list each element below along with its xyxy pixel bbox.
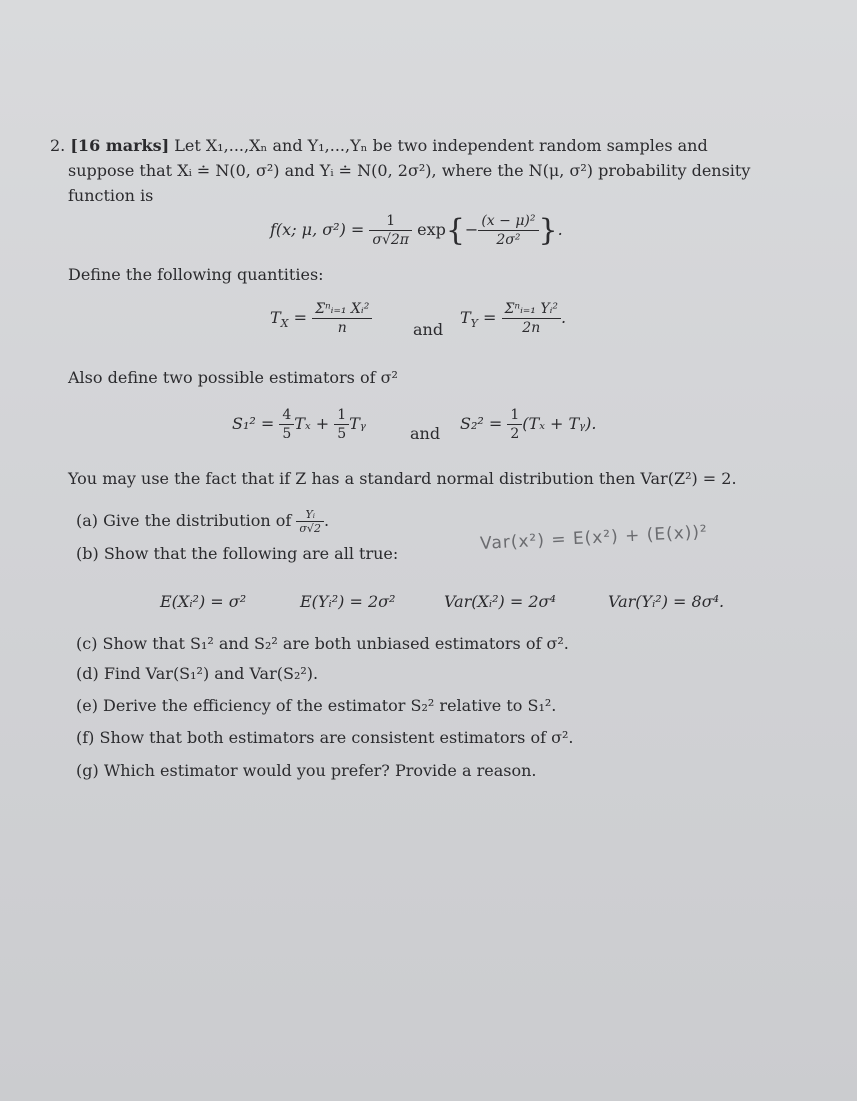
intro-text-3: function is bbox=[68, 186, 154, 205]
s1-frac2-den: 5 bbox=[337, 426, 347, 442]
ty-sub: Y bbox=[470, 317, 478, 331]
part-a-num: Yᵢ bbox=[296, 508, 324, 522]
s2-frac-num: 1 bbox=[507, 406, 522, 425]
s1-frac1-num: 4 bbox=[279, 406, 294, 425]
identity-2: E(Yᵢ²) = 2σ² bbox=[300, 592, 396, 611]
identity-4: Var(Yᵢ²) = 8σ⁴. bbox=[608, 592, 725, 611]
pdf-den: σ√2π bbox=[372, 232, 409, 248]
pdf-inner-num: (x − μ)² bbox=[478, 212, 538, 231]
part-f: (f) Show that both estimators are consistent estimators of σ². bbox=[76, 728, 574, 747]
s2-tail: (Tₓ + Tᵧ). bbox=[522, 414, 597, 433]
s2-frac bbox=[507, 406, 522, 443]
ty-den: 2n bbox=[522, 320, 541, 336]
identity-1: E(Xᵢ²) = σ² bbox=[160, 592, 247, 611]
ty-num: Σⁿᵢ₌₁ Yᵢ² bbox=[502, 300, 562, 319]
s1-frac2-num: 1 bbox=[334, 406, 349, 425]
define-estimators: Also define two possible estimators of σ² bbox=[68, 368, 398, 387]
pdf-inner-fraction bbox=[478, 212, 538, 249]
intro-text-1: Let X₁,...,Xₙ and Y₁,...,Yₙ be two independent random samples and bbox=[174, 136, 708, 155]
pdf-formula: f(x; μ, σ²) = $\frac{1}{\sigma√2\pi}$ exp{− $\frac{\text{(x − μ)²}}{\text{2σ²}}$ }. bbox=[270, 213, 563, 248]
ty-fraction bbox=[502, 300, 562, 337]
identity-3: Var(Xᵢ²) = 2σ⁴ bbox=[444, 592, 556, 611]
tx-lhs: T bbox=[270, 308, 281, 327]
tx-num: Σⁿᵢ₌₁ Xᵢ² bbox=[312, 300, 372, 319]
s1-frac1 bbox=[279, 406, 294, 443]
define-quantities: Define the following quantities: bbox=[68, 265, 324, 284]
s2-lhs: S₂² = bbox=[460, 414, 503, 433]
s1-tail: Tᵧ bbox=[349, 414, 366, 433]
s1-frac2 bbox=[334, 406, 349, 443]
part-e: (e) Derive the efficiency of the estimator S₂² relative to S₁². bbox=[76, 696, 557, 715]
and-word-2: and bbox=[410, 424, 441, 443]
tx-fraction bbox=[312, 300, 372, 337]
s1-formula bbox=[232, 406, 366, 443]
s2-frac-den: 2 bbox=[510, 426, 520, 442]
part-a: (a) Give the distribution of $\frac{\text{Yᵢ}}{\sigma√2}$ . bbox=[76, 508, 330, 535]
fact-line: You may use the fact that if Z has a standard normal distribution then Var(Z²) = 2. bbox=[68, 469, 737, 488]
pdf-exp: exp bbox=[417, 220, 446, 239]
handwritten-note: Var(x²) = E(x²) + (E(x))² bbox=[479, 522, 709, 554]
pdf-lhs: f(x; μ, σ²) = bbox=[270, 220, 365, 239]
question-intro-line-1 bbox=[50, 136, 708, 156]
tx-formula: $T_X$ = $\frac{\text{Σⁿᵢ₌₁ Xᵢ²}}{n}$ bbox=[270, 300, 372, 337]
ty-formula: $T_Y$ = $\frac{\text{Σⁿᵢ₌₁ Yᵢ²}}{2n}$ . bbox=[460, 301, 567, 336]
s2-formula bbox=[460, 406, 597, 443]
s1-lhs: S₁² = bbox=[232, 414, 275, 433]
part-c: (c) Show that S₁² and S₂² are both unbiased estimators of σ². bbox=[76, 634, 569, 653]
pdf-inner-den: 2σ² bbox=[496, 232, 521, 248]
ty-lhs: T bbox=[460, 308, 471, 327]
part-a-den: σ√2 bbox=[299, 522, 321, 535]
pdf-fraction bbox=[369, 212, 412, 249]
question-marks: [16 marks] bbox=[70, 136, 170, 155]
part-d: (d) Find Var(S₁²) and Var(S₂²). bbox=[76, 664, 319, 683]
part-a-text: (a) Give the distribution of bbox=[76, 511, 292, 530]
s1-frac1-den: 5 bbox=[282, 426, 292, 442]
pdf-num: 1 bbox=[369, 212, 412, 231]
and-word: and bbox=[413, 320, 444, 339]
s1-mid: Tₓ + bbox=[294, 414, 330, 433]
part-a-fraction bbox=[296, 508, 324, 535]
tx-den: n bbox=[337, 320, 347, 336]
part-g: (g) Which estimator would you prefer? Provide a reason. bbox=[76, 761, 537, 780]
intro-text-2: suppose that Xᵢ ≐ N(0, σ²) and Yᵢ ≐ N(0, 2σ²), where the N(μ, σ²) probability density bbox=[68, 161, 751, 180]
part-b: (b) Show that the following are all true: bbox=[76, 544, 399, 563]
question-number: 2. bbox=[50, 136, 66, 155]
tx-sub: X bbox=[280, 317, 289, 331]
